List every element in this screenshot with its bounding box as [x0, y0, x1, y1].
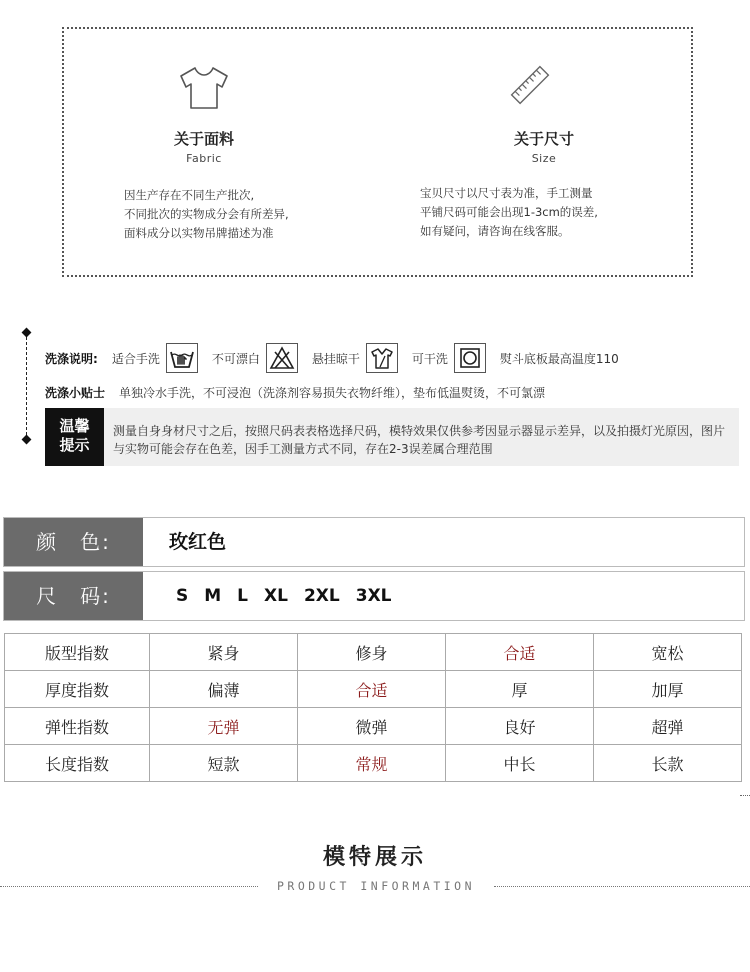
index-cell-selected: 合适 [298, 671, 446, 708]
index-name: 厚度指数 [5, 671, 150, 708]
fabric-title: 关于面料 [173, 130, 234, 148]
table-row [5, 634, 742, 671]
notice-box [45, 408, 739, 466]
wash-item-text: 适合手洗 [111, 351, 160, 366]
wash-divider [26, 332, 27, 440]
index-name: 版型指数 [5, 634, 150, 671]
tshirt-icon [178, 65, 230, 115]
color-value: 玫红色 [169, 531, 227, 553]
wash-item-text: 可干洗 [411, 351, 448, 366]
no-bleach-icon [266, 343, 298, 373]
index-cell: 超弹 [594, 708, 742, 745]
wash-tips-text: 单独冷水手洗，不可浸泡（洗涤剂容易损失衣物纤维），垫布低温熨烫，不可氯漂 [119, 385, 546, 400]
info-box [62, 27, 693, 277]
model-subtitle: PRODUCT INFORMATION [276, 879, 476, 893]
index-cell-selected: 合适 [446, 634, 594, 671]
wash-item-iron [500, 350, 619, 367]
wash-item-text: 悬挂晾干 [311, 351, 360, 366]
size-option: 2XL [303, 586, 340, 606]
model-title: 模特展示 [322, 845, 427, 870]
table-row [5, 671, 742, 708]
diamond-marker [22, 328, 32, 338]
index-cell: 厚 [446, 671, 594, 708]
size-subtitle: Size [531, 152, 557, 165]
index-cell: 紧身 [150, 634, 298, 671]
index-cell: 长款 [594, 745, 742, 782]
notice-badge-line: 温馨 [59, 417, 90, 435]
size-option: M [204, 586, 222, 606]
size-description [420, 184, 598, 241]
color-row [3, 517, 745, 567]
wash-item-no-bleach [212, 343, 312, 373]
table-row [5, 708, 742, 745]
index-cell: 修身 [298, 634, 446, 671]
notice-text: 测量自身身材尺寸之后，按照尺码表表格选择尺码，模特效果仅供参考因显示器显示差异，以及拍摄灯光原因，图片与实物可能会存在色差，因手工测量方式不同，存在2-3误差属合理范围 [113, 424, 726, 456]
index-table [4, 633, 742, 782]
size-label: 尺 码: [4, 572, 143, 620]
size-option: 3XL [355, 586, 392, 606]
hand-wash-icon [166, 343, 198, 373]
size-line: 宝贝尺寸以尺寸表为准，手工测量 [420, 186, 593, 200]
size-line: 如有疑问，请咨询在线客服。 [420, 224, 570, 238]
dry-clean-icon [454, 343, 486, 373]
size-option: XL [264, 586, 288, 606]
wash-item-hang-dry [312, 343, 412, 373]
color-label: 颜 色: [4, 518, 143, 566]
size-line: 平铺尺码可能会出现1-3cm的误差, [420, 205, 598, 219]
fabric-line: 因生产存在不同生产批次, [124, 188, 255, 202]
size-option: S [176, 586, 189, 606]
index-cell: 中长 [446, 745, 594, 782]
index-cell: 良好 [446, 708, 594, 745]
wash-tips [45, 377, 545, 407]
wash-instructions [45, 343, 619, 373]
index-table-body [5, 634, 742, 782]
fabric-line: 面料成分以实物吊牌描述为准 [124, 226, 274, 240]
wash-item-hand-wash [112, 343, 212, 373]
table-row [5, 745, 742, 782]
index-cell: 微弹 [298, 708, 446, 745]
index-cell: 短款 [150, 745, 298, 782]
divider [494, 886, 750, 887]
index-cell: 偏薄 [150, 671, 298, 708]
ruler-icon [508, 63, 552, 111]
index-cell: 宽松 [594, 634, 742, 671]
hang-dry-icon [366, 343, 398, 373]
size-option: L [237, 586, 249, 606]
wash-item-text: 熨斗底板最高温度110 [499, 351, 619, 366]
notice-badge-line: 提示 [59, 436, 90, 454]
size-options [176, 572, 408, 620]
fabric-description [124, 186, 289, 243]
wash-label: 洗涤说明: [45, 351, 98, 366]
notice-badge [45, 408, 104, 466]
index-cell-selected: 无弹 [150, 708, 298, 745]
size-title: 关于尺寸 [513, 130, 574, 148]
wash-item-text: 不可漂白 [211, 351, 260, 366]
index-name: 长度指数 [5, 745, 150, 782]
index-cell: 加厚 [594, 671, 742, 708]
size-row [3, 571, 745, 621]
fabric-subtitle: Fabric [186, 152, 222, 165]
wash-item-dry-clean [412, 343, 500, 373]
index-cell-selected: 常规 [298, 745, 446, 782]
index-name: 弹性指数 [5, 708, 150, 745]
fabric-line: 不同批次的实物成分会有所差异, [124, 207, 289, 221]
wash-tips-label: 洗涤小贴士 [45, 385, 106, 400]
divider [740, 795, 750, 796]
divider [0, 886, 258, 887]
diamond-marker [22, 435, 32, 445]
